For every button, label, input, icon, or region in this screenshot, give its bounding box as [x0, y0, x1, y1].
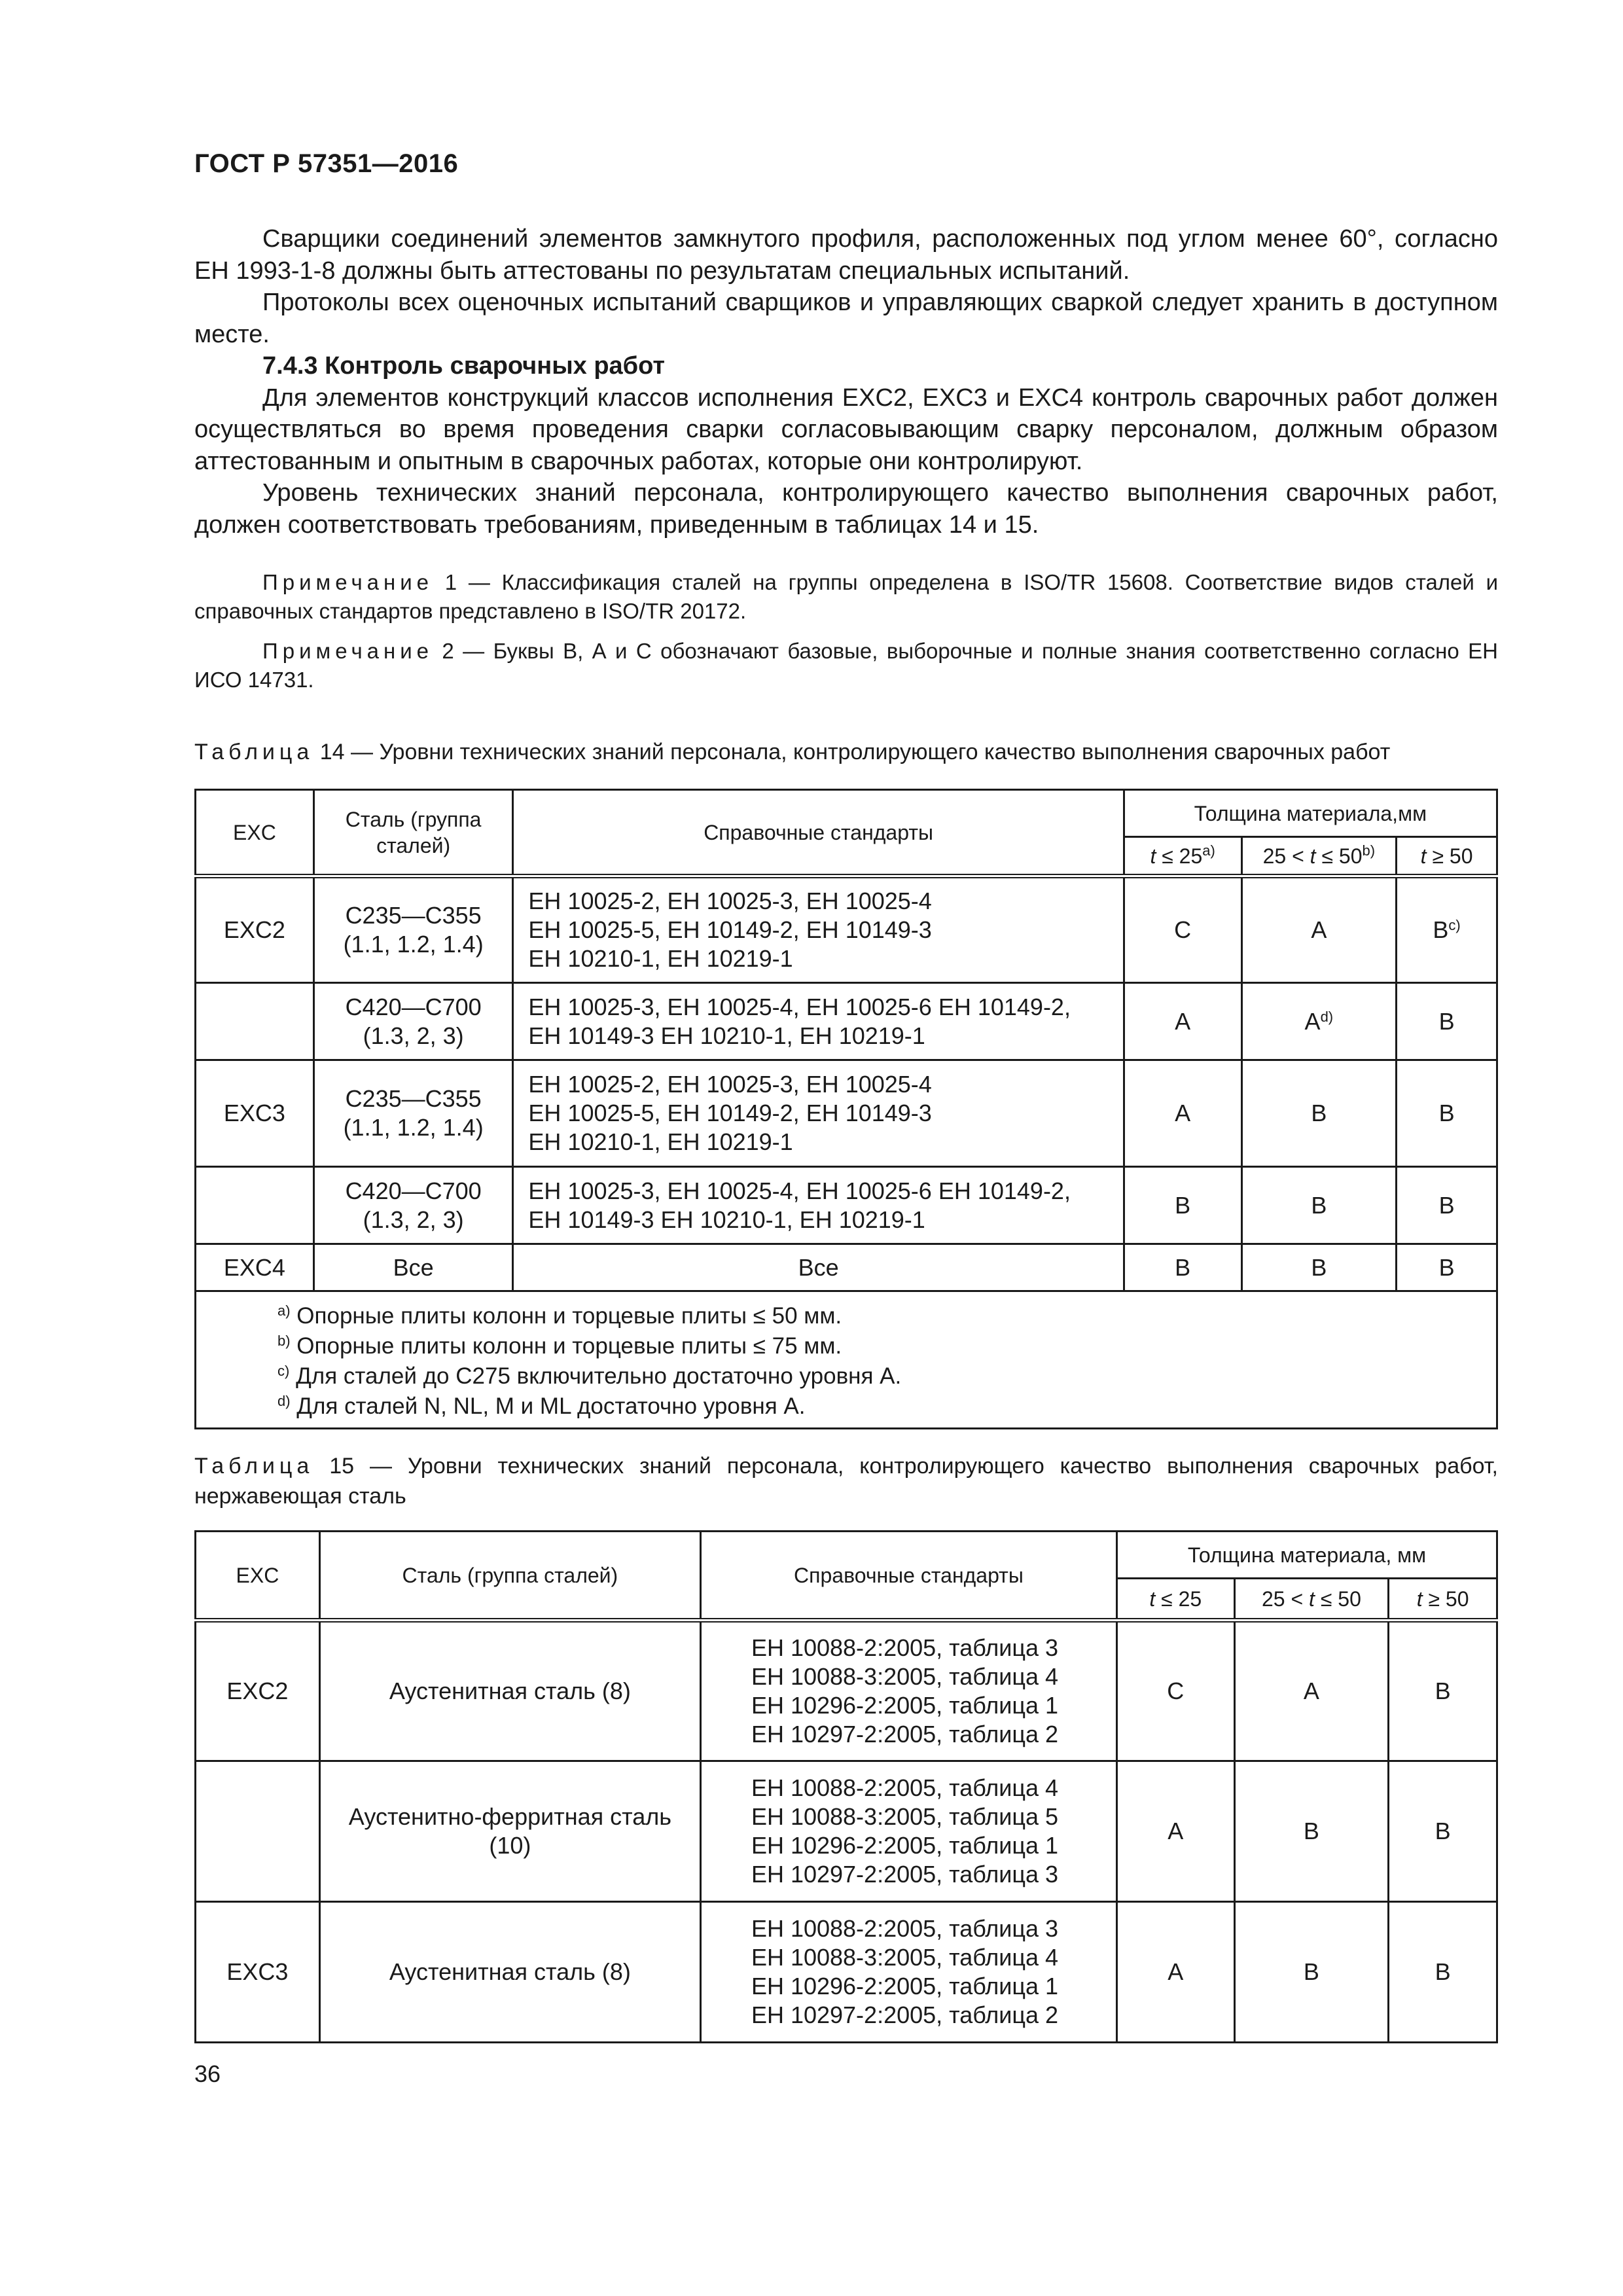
note-2	[194, 637, 1498, 694]
cell-exc: EXC3	[196, 1902, 320, 2043]
table-row	[196, 1621, 1497, 1761]
cell-t3: B	[1397, 1060, 1497, 1167]
cell-steel: C420—C700 (1.3, 2, 3)	[313, 983, 513, 1060]
table-15-caption	[194, 1451, 1498, 1511]
table-row	[196, 1167, 1497, 1244]
table-14-caption	[194, 737, 1498, 767]
cell-t1: A	[1116, 1761, 1234, 1902]
table-footnotes	[196, 1291, 1497, 1429]
cell-t2: B	[1234, 1761, 1389, 1902]
paragraph: Для элементов конструкций классов исполнения EXC2, EXC3 и EXC4 контроль сварочных работ должен осуществляться во время проведения сварки согласовывающим сварку персоналом, должным образом аттестованным и опытным в сварочных работах, которые они контролируют.	[194, 384, 1498, 475]
cell-refs: ЕН 10088-2:2005, таблица 4 ЕН 10088-3:2005, таблица 5 ЕН 10296-2:2005, таблица 1 ЕН 10297-2:2005, таблица 3	[700, 1761, 1116, 1902]
table-row	[196, 1060, 1497, 1167]
cell-t3: B	[1397, 1167, 1497, 1244]
table-header-row	[196, 790, 1497, 837]
table-label: Таблица	[194, 1454, 314, 1479]
header-exc: EXC	[196, 790, 314, 876]
note-text: 1 — Классификация сталей на группы определена в ISO/TR 15608. Соответствие видов сталей и справочных стандартов представлено в ISO/TR 20172.	[194, 570, 1499, 623]
cell-t3: $B^{c)}$	[1397, 876, 1497, 983]
footnote: $^{b)}$ Опорные плиты колонн и торцевые плиты ≤ 75 мм.	[277, 1332, 842, 1359]
header-steel: Сталь (группа сталей)	[313, 790, 513, 876]
cell-t1: A	[1124, 1060, 1241, 1167]
cell-refs: ЕН 10025-2, ЕН 10025-3, ЕН 10025-4 ЕН 10025-5, ЕН 10149-2, ЕН 10149-3 ЕН 10210-1, ЕН 10219-1	[513, 1060, 1124, 1167]
table-caption-text: 14 — Уровни технических знаний персонала, контролирующего качество выполнения сварочных работ	[319, 740, 1391, 764]
cell-t3: B	[1397, 1244, 1497, 1291]
cell-t2: B	[1241, 1060, 1397, 1167]
cell-exc: EXC4	[196, 1244, 314, 1291]
cell-t2: $A^{d)}$	[1241, 983, 1397, 1060]
cell-steel: C235—C355 (1.1, 1.2, 1.4)	[313, 876, 513, 983]
header-exc: EXC	[196, 1532, 320, 1621]
table-14	[194, 789, 1498, 1429]
header-t3: t ≥ 50	[1397, 837, 1497, 876]
cell-exc: EXC2	[196, 876, 314, 983]
cell-t2: A	[1241, 876, 1397, 983]
cell-refs: ЕН 10088-2:2005, таблица 3 ЕН 10088-3:2005, таблица 4 ЕН 10296-2:2005, таблица 1 ЕН 10297-2:2005, таблица 2	[700, 1902, 1116, 2043]
note-label: Примечание	[262, 639, 434, 663]
table-row	[196, 1761, 1497, 1902]
table-caption-text: 15 — Уровни технических знаний персонала, контролирующего качество выполнения сварочных работ, нержавеющая сталь	[194, 1454, 1498, 1509]
table-row	[196, 1244, 1497, 1291]
header-thickness: Толщина материала, мм	[1116, 1532, 1497, 1579]
table-row	[196, 1902, 1497, 2043]
cell-exc: EXC3	[196, 1060, 314, 1167]
cell-exc	[196, 1761, 320, 1902]
header-t1: $t \le 25^{a)}$	[1124, 837, 1241, 876]
cell-refs: ЕН 10025-3, ЕН 10025-4, ЕН 10025-6 ЕН 10149-2, ЕН 10149-3 ЕН 10210-1, ЕН 10219-1	[513, 983, 1124, 1060]
cell-t3: B	[1397, 983, 1497, 1060]
footnote: $^{c)}$ Для сталей до С275 включительно достаточно уровня А.	[277, 1362, 902, 1389]
cell-steel: Аустенитно-ферритная сталь (10)	[319, 1761, 700, 1902]
table-row	[196, 876, 1497, 983]
paragraph: Уровень технических знаний персонала, контролирующего качество выполнения сварочных работ, должен соответствовать требованиям, приведенным в таблицах 14 и 15.	[194, 479, 1498, 539]
header-refs: Справочные стандарты	[513, 790, 1124, 876]
cell-t3: B	[1389, 1621, 1497, 1761]
cell-exc: EXC2	[196, 1621, 320, 1761]
footnotes-cell	[196, 1291, 1497, 1429]
cell-t2: B	[1234, 1902, 1389, 2043]
cell-exc	[196, 983, 314, 1060]
table-label: Таблица	[194, 740, 314, 764]
cell-t2: B	[1241, 1167, 1397, 1244]
paragraph: Сварщики соединений элементов замкнутого профиля, расположенных под углом менее 60°, согласно ЕН 1993-1-8 должны быть аттестованы по результатам специальных испытаний.	[194, 225, 1498, 285]
header-t2: 25 < t ≤ 50	[1234, 1579, 1389, 1621]
header-thickness: Толщина материала,мм	[1124, 790, 1497, 837]
cell-t1: C	[1124, 876, 1241, 983]
cell-steel: Все	[313, 1244, 513, 1291]
cell-t2: B	[1241, 1244, 1397, 1291]
cell-exc	[196, 1167, 314, 1244]
header-t3: t ≥ 50	[1389, 1579, 1497, 1621]
cell-refs: Все	[513, 1244, 1124, 1291]
note-label: Примечание	[262, 570, 434, 594]
cell-t1: A	[1116, 1902, 1234, 2043]
cell-t1: B	[1124, 1244, 1241, 1291]
paragraph: Протоколы всех оценочных испытаний сварщиков и управляющих сваркой следует хранить в доступном месте.	[194, 289, 1498, 348]
section-title: 7.4.3 Контроль сварочных работ	[262, 352, 666, 380]
page-number: 36	[194, 2060, 221, 2087]
note-text: 2 — Буквы В, А и С обозначают базовые, выборочные и полные знания соответственно согласно ЕН ИСО 14731.	[194, 639, 1498, 692]
table-row	[196, 983, 1497, 1060]
header-steel: Сталь (группа сталей)	[319, 1532, 700, 1621]
note-1	[194, 568, 1498, 626]
cell-t1: B	[1124, 1167, 1241, 1244]
cell-refs: ЕН 10088-2:2005, таблица 3 ЕН 10088-3:2005, таблица 4 ЕН 10296-2:2005, таблица 1 ЕН 10297-2:2005, таблица 2	[700, 1621, 1116, 1761]
notes	[194, 568, 1498, 706]
cell-steel: C420—C700 (1.3, 2, 3)	[313, 1167, 513, 1244]
cell-t2: A	[1234, 1621, 1389, 1761]
footnote: $^{a)}$ Опорные плиты колонн и торцевые плиты ≤ 50 мм.	[277, 1302, 842, 1329]
cell-refs: ЕН 10025-2, ЕН 10025-3, ЕН 10025-4 ЕН 10025-5, ЕН 10149-2, ЕН 10149-3 ЕН 10210-1, ЕН 10219-1	[513, 876, 1124, 983]
header-refs: Справочные стандарты	[700, 1532, 1116, 1621]
cell-refs: ЕН 10025-3, ЕН 10025-4, ЕН 10025-6 ЕН 10149-2, ЕН 10149-3 ЕН 10210-1, ЕН 10219-1	[513, 1167, 1124, 1244]
cell-t3: B	[1389, 1902, 1497, 2043]
cell-steel: C235—C355 (1.1, 1.2, 1.4)	[313, 1060, 513, 1167]
document-header: ГОСТ Р 57351—2016	[194, 149, 459, 178]
footnote: $^{d)}$ Для сталей N, NL, M и ML достаточно уровня А.	[277, 1392, 806, 1419]
cell-t1: A	[1124, 983, 1241, 1060]
cell-t1: C	[1116, 1621, 1234, 1761]
cell-steel: Аустенитная сталь (8)	[319, 1621, 700, 1761]
header-t2: $25 < t \le 50^{b)}$	[1241, 837, 1397, 876]
body-text	[194, 223, 1498, 541]
table-header-row	[196, 1532, 1497, 1579]
table-15	[194, 1530, 1498, 2043]
header-t1: t ≤ 25	[1116, 1579, 1234, 1621]
cell-t3: B	[1389, 1761, 1497, 1902]
cell-steel: Аустенитная сталь (8)	[319, 1902, 700, 2043]
